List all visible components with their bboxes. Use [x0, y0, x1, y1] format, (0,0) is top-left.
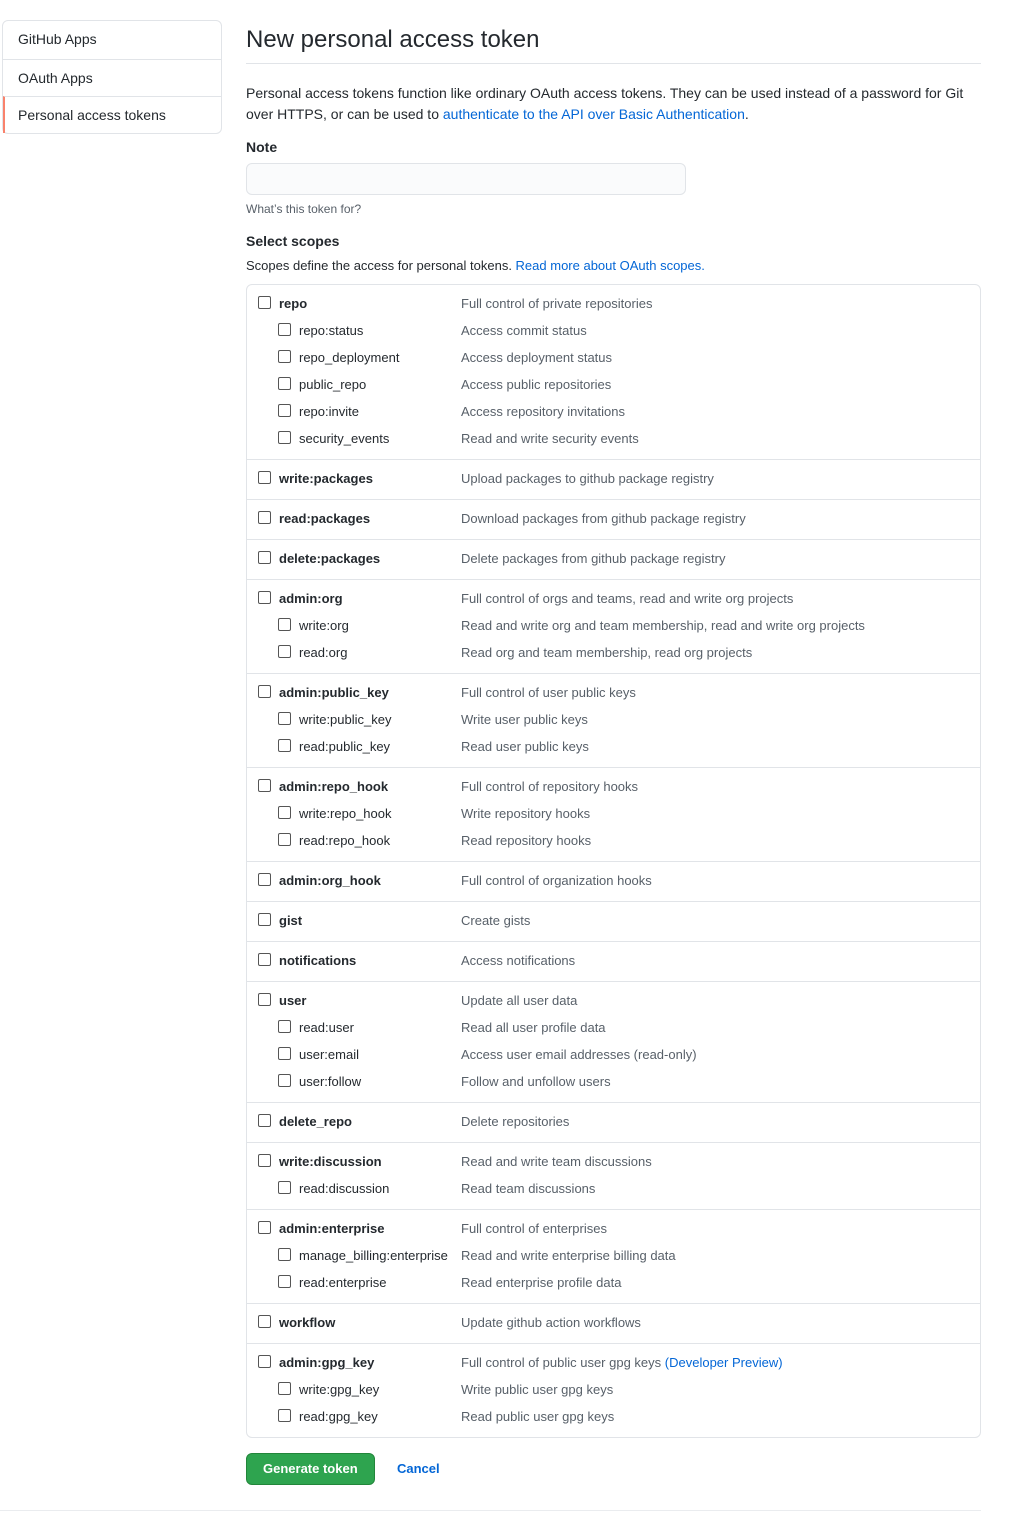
sidebar-item-personal-access-tokens[interactable]: Personal access tokens — [3, 96, 221, 133]
scope-description — [461, 1112, 569, 1132]
scope-description — [461, 1072, 611, 1092]
scope-row — [247, 777, 980, 804]
scope-checkbox[interactable] — [258, 913, 271, 926]
scope-description — [461, 1353, 783, 1373]
scope-description-text: Update all user data — [461, 993, 578, 1008]
scope-group — [247, 767, 980, 861]
scope-checkbox[interactable] — [278, 739, 291, 752]
scope-row — [247, 1112, 980, 1139]
scope-description — [461, 1152, 652, 1172]
scope-name[interactable]: admin:org_hook — [279, 873, 381, 888]
scope-checkbox[interactable] — [258, 591, 271, 604]
scope-checkbox[interactable] — [258, 953, 271, 966]
scope-checkbox[interactable] — [258, 511, 271, 524]
scope-name[interactable]: user — [279, 993, 307, 1008]
scope-checkbox[interactable] — [278, 1181, 291, 1194]
scope-group — [247, 539, 980, 579]
scope-description — [461, 589, 793, 609]
scope-checkbox[interactable] — [278, 350, 291, 363]
scope-name[interactable]: read:repo_hook — [299, 833, 391, 848]
scope-description-text: Create gists — [461, 913, 531, 928]
scope-description-text: Full control of user public keys — [461, 685, 636, 700]
scope-description — [461, 616, 865, 636]
scope-name[interactable]: public_repo — [299, 377, 367, 392]
scope-row — [247, 549, 980, 576]
scope-checkbox[interactable] — [278, 1382, 291, 1395]
scope-name[interactable]: delete:packages — [279, 551, 381, 566]
scope-description-text: Write repository hooks — [461, 806, 591, 821]
scope-subrow — [247, 1072, 980, 1099]
scope-description-text: Read enterprise profile data — [461, 1275, 622, 1290]
scope-description — [461, 683, 636, 703]
oauth-scopes-link[interactable]: Read more about OAuth scopes. — [515, 258, 705, 273]
scope-description-text: Read user public keys — [461, 739, 589, 754]
scope-description-text: Update github action workflows — [461, 1315, 641, 1330]
scope-checkbox[interactable] — [278, 1047, 291, 1060]
scope-name[interactable]: delete_repo — [279, 1114, 352, 1129]
scope-group — [247, 459, 980, 499]
scope-description — [461, 469, 714, 489]
scope-subrow — [247, 375, 980, 402]
scope-name[interactable]: write:discussion — [279, 1154, 382, 1169]
scope-description — [461, 710, 588, 730]
intro-text — [246, 83, 981, 125]
main-content — [246, 0, 981, 1485]
scope-row — [247, 294, 980, 321]
scope-subrow — [247, 804, 980, 831]
scope-subrow — [247, 1273, 980, 1300]
scope-checkbox[interactable] — [258, 685, 271, 698]
scope-row — [247, 1152, 980, 1179]
scope-name[interactable]: write:public_key — [299, 712, 392, 727]
scopes-list — [246, 284, 981, 1438]
scope-name[interactable]: repo:invite — [299, 404, 359, 419]
scope-description — [461, 911, 530, 931]
scope-description — [461, 777, 638, 797]
cancel-link[interactable]: Cancel — [397, 1461, 440, 1476]
scope-row — [247, 1219, 980, 1246]
scope-checkbox[interactable] — [258, 296, 271, 309]
scope-description-text: Access commit status — [461, 323, 587, 338]
scope-checkbox[interactable] — [258, 471, 271, 484]
scope-name[interactable]: user:email — [299, 1047, 359, 1062]
scope-checkbox[interactable] — [278, 1020, 291, 1033]
scope-group — [247, 285, 980, 459]
scope-group — [247, 1343, 980, 1437]
scope-subrow — [247, 1380, 980, 1407]
scope-description — [461, 1246, 676, 1266]
scope-subrow — [247, 402, 980, 429]
scope-name[interactable]: repo — [279, 296, 308, 311]
scope-checkbox[interactable] — [278, 431, 291, 444]
scope-checkbox[interactable] — [258, 1315, 271, 1328]
scopes-description — [246, 258, 981, 273]
scope-name[interactable]: admin:gpg_key — [279, 1355, 375, 1370]
scope-checkbox[interactable] — [258, 1114, 271, 1127]
scope-description-text: Download packages from github package registry — [461, 511, 746, 526]
scope-description — [461, 737, 589, 757]
scope-subrow — [247, 321, 980, 348]
scope-description — [461, 1313, 641, 1333]
scope-name[interactable]: read:enterprise — [299, 1275, 387, 1290]
scope-row — [247, 911, 980, 938]
scope-description-text: Full control of private repositories — [461, 296, 653, 311]
scope-group — [247, 901, 980, 941]
scope-description-text: Read and write security events — [461, 431, 639, 446]
scope-description-text: Follow and unfollow users — [461, 1074, 611, 1089]
scope-description-text: Full control of public user gpg keys — [461, 1355, 665, 1370]
scope-description-text: Upload packages to github package registry — [461, 471, 714, 486]
scope-row — [247, 991, 980, 1018]
scope-group — [247, 981, 980, 1102]
scope-group — [247, 1102, 980, 1142]
scope-description — [461, 1018, 606, 1038]
form-actions — [246, 1453, 981, 1485]
scope-name[interactable]: workflow — [279, 1315, 336, 1330]
scope-name[interactable]: read:packages — [279, 511, 371, 526]
scope-description-text: Read repository hooks — [461, 833, 592, 848]
intro-text-body: Personal access tokens function like ordinary OAuth access tokens. They can be used instead of a password for Git over HTTPS, or can be used to — [246, 85, 964, 122]
note-label: Note — [246, 139, 278, 155]
scope-group — [247, 941, 980, 981]
scope-checkbox[interactable] — [278, 712, 291, 725]
page-title: New personal access token — [246, 0, 981, 64]
scope-checkbox[interactable] — [278, 645, 291, 658]
scope-row — [247, 683, 980, 710]
scope-row — [247, 1353, 980, 1380]
intro-text-end: . — [744, 106, 749, 122]
scope-name[interactable]: admin:repo_hook — [279, 779, 389, 794]
scope-description-text: Access notifications — [461, 953, 576, 968]
scope-description-text: Access public repositories — [461, 377, 612, 392]
scope-name[interactable]: security_events — [299, 431, 390, 446]
scope-checkbox[interactable] — [278, 833, 291, 846]
scope-row — [247, 509, 980, 536]
scope-description — [461, 1273, 621, 1293]
scope-checkbox[interactable] — [278, 323, 291, 336]
scope-group — [247, 673, 980, 767]
scope-description — [461, 804, 590, 824]
basic-auth-link[interactable]: authenticate to the API over Basic Authentication — [442, 106, 745, 122]
scope-description — [461, 951, 575, 971]
scope-description — [461, 509, 746, 529]
scope-description-text: Delete repositories — [461, 1114, 570, 1129]
scope-description — [461, 294, 652, 314]
scope-subrow — [247, 429, 980, 456]
scope-row — [247, 951, 980, 978]
scope-description — [461, 643, 752, 663]
scope-description-text: Full control of repository hooks — [461, 779, 639, 794]
scope-name[interactable]: manage_billing:enterprise — [299, 1248, 448, 1263]
scope-name[interactable]: write:gpg_key — [299, 1382, 380, 1397]
scope-subrow — [247, 1407, 980, 1434]
scope-checkbox[interactable] — [278, 806, 291, 819]
scope-description-text: Read org and team membership, read org projects — [461, 645, 753, 660]
scope-name[interactable]: repo:status — [299, 323, 364, 338]
scope-name[interactable]: notifications — [279, 953, 357, 968]
scope-description-text: Access deployment status — [461, 350, 613, 365]
scope-name[interactable]: user:follow — [299, 1074, 362, 1089]
scope-description — [461, 871, 652, 891]
footer-divider — [0, 1510, 981, 1511]
scope-group — [247, 1209, 980, 1303]
scope-subrow — [247, 1179, 980, 1206]
settings-sidebar — [2, 20, 222, 134]
scope-name[interactable]: admin:public_key — [279, 685, 389, 700]
scope-description-text: Full control of organization hooks — [461, 873, 652, 888]
scope-row — [247, 1313, 980, 1340]
scope-subrow — [247, 616, 980, 643]
scope-checkbox[interactable] — [258, 1221, 271, 1234]
scope-group — [247, 499, 980, 539]
scope-checkbox[interactable] — [278, 618, 291, 631]
scope-name[interactable]: read:discussion — [299, 1181, 390, 1196]
scope-description — [461, 402, 625, 422]
scope-description-text: Read public user gpg keys — [461, 1409, 615, 1424]
scope-checkbox[interactable] — [258, 1355, 271, 1368]
scope-group — [247, 1142, 980, 1209]
scope-row — [247, 469, 980, 496]
scope-name[interactable]: read:gpg_key — [299, 1409, 378, 1424]
scope-checkbox[interactable] — [278, 1409, 291, 1422]
scope-subrow — [247, 1045, 980, 1072]
scope-subrow — [247, 348, 980, 375]
scope-checkbox[interactable] — [258, 873, 271, 886]
scope-checkbox[interactable] — [258, 551, 271, 564]
scope-checkbox[interactable] — [278, 404, 291, 417]
scope-checkbox[interactable] — [258, 779, 271, 792]
scope-subrow — [247, 831, 980, 858]
scope-description-text: Access user email addresses (read-only) — [461, 1047, 697, 1062]
scope-description-text: Read all user profile data — [461, 1020, 606, 1035]
scope-description — [461, 348, 612, 368]
scope-name[interactable]: read:org — [299, 645, 348, 660]
scope-subrow — [247, 737, 980, 764]
scope-name[interactable]: write:packages — [279, 471, 373, 486]
scope-description-text: Read team discussions — [461, 1181, 596, 1196]
scope-name[interactable]: write:repo_hook — [299, 806, 392, 821]
scope-description-text: Read and write team discussions — [461, 1154, 652, 1169]
scope-name[interactable]: write:org — [299, 618, 349, 633]
scope-checkbox[interactable] — [278, 1074, 291, 1087]
scope-description — [461, 1045, 697, 1065]
generate-token-button[interactable]: Generate token — [246, 1453, 375, 1485]
scope-description-text: Read and write enterprise billing data — [461, 1248, 676, 1263]
scopes-description-text: Scopes define the access for personal tokens. — [246, 258, 516, 273]
sidebar-item-oauth-apps[interactable]: OAuth Apps — [3, 59, 221, 96]
scope-name[interactable]: admin:org — [279, 591, 343, 606]
scope-subrow — [247, 1018, 980, 1045]
scope-description — [461, 831, 591, 851]
select-scopes-label: Select scopes — [246, 233, 340, 249]
scope-subrow — [247, 1246, 980, 1273]
scope-description — [461, 1219, 607, 1239]
scope-description-text: Access repository invitations — [461, 404, 626, 419]
scope-group — [247, 579, 980, 673]
scope-description-text: Read and write org and team membership, read and write org projects — [461, 618, 865, 633]
scope-description — [461, 1407, 614, 1427]
note-hint: What’s this token for? — [246, 202, 362, 216]
developer-preview-link[interactable]: (Developer Preview) — [664, 1355, 783, 1370]
scope-name[interactable]: gist — [279, 913, 303, 928]
scope-group — [247, 861, 980, 901]
scope-description-text: Delete packages from github package registry — [461, 551, 726, 566]
scope-description — [461, 1179, 595, 1199]
scope-name[interactable]: admin:enterprise — [279, 1221, 385, 1236]
scope-description-text: Full control of orgs and teams, read and write org projects — [461, 591, 794, 606]
scope-checkbox[interactable] — [258, 993, 271, 1006]
scope-group — [247, 1303, 980, 1343]
scope-description — [461, 1380, 613, 1400]
scope-checkbox[interactable] — [278, 1275, 291, 1288]
scope-checkbox[interactable] — [278, 1248, 291, 1261]
scope-row — [247, 871, 980, 898]
scope-row — [247, 589, 980, 616]
scope-description-text: Write public user gpg keys — [461, 1382, 614, 1397]
scope-subrow — [247, 643, 980, 670]
scope-name[interactable]: read:public_key — [299, 739, 391, 754]
scope-description — [461, 549, 725, 569]
scope-checkbox[interactable] — [258, 1154, 271, 1167]
scope-name[interactable]: read:user — [299, 1020, 354, 1035]
scope-name[interactable]: repo_deployment — [299, 350, 400, 365]
scope-description — [461, 991, 577, 1011]
sidebar-item-github-apps[interactable]: GitHub Apps — [18, 31, 97, 47]
scope-checkbox[interactable] — [278, 377, 291, 390]
scope-description — [461, 321, 587, 341]
scope-description — [461, 375, 611, 395]
note-input[interactable] — [246, 163, 686, 195]
scope-description-text: Write user public keys — [461, 712, 588, 727]
scope-subrow — [247, 710, 980, 737]
scope-description — [461, 429, 639, 449]
scope-description-text: Full control of enterprises — [461, 1221, 607, 1236]
